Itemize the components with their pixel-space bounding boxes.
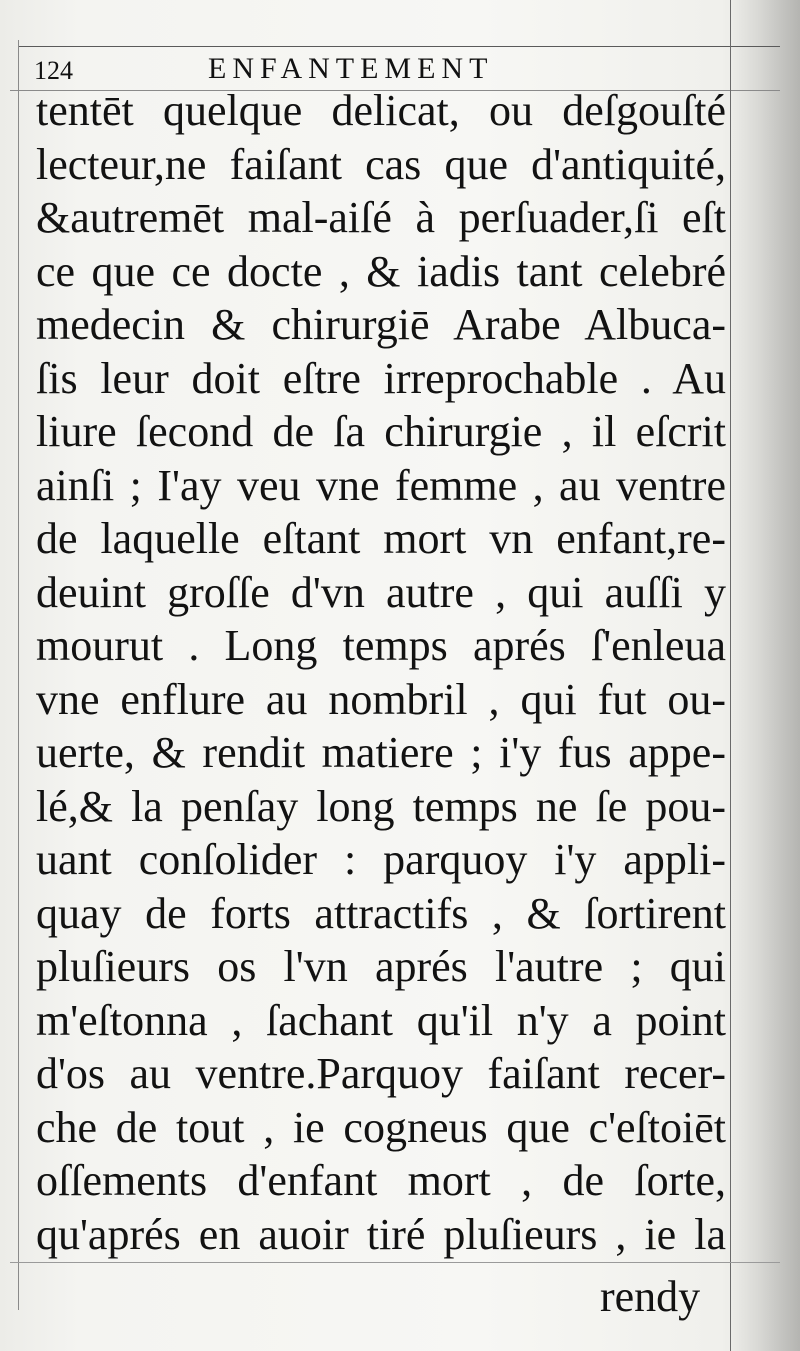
text-line: m'eſtonna , ſachant qu'il n'y a point (36, 995, 726, 1045)
text-line: d'os au ventre.Parquoy faiſant recer- (36, 1049, 726, 1098)
page-number: 124 (34, 56, 73, 85)
text-line: de laquelle eſtant mort vn enfant,re- (36, 514, 726, 563)
text-line: lé,& la penſay long temps ne ſe pou- (36, 781, 726, 831)
text-line: vne enflure au nombril , qui fut ou- (36, 674, 726, 724)
text-line: quay de forts attractifs , & ſortirent (36, 888, 726, 938)
text-line: mourut . Long temps aprés ſ'enleua (36, 621, 726, 670)
text-line: medecin & chirurgiē Arabe Albuca- (36, 300, 726, 349)
text-line: uerte, & rendit matiere ; i'y fus appe- (36, 728, 726, 777)
text-line: lecteur,ne faiſant cas que d'antiquité, (36, 139, 726, 189)
text-line: uant conſolider : parquoy i'y appli- (36, 835, 726, 884)
text-line: deuint groſſe d'vn autre , qui auſſi y (36, 567, 726, 617)
text-line: ainſi ; I'ay veu vne femme , au ventre (36, 460, 726, 510)
text-line: oſſements d'enfant mort , de ſorte, (36, 1156, 726, 1205)
text-line: ſis leur doit eſtre irreprochable . Au (36, 353, 726, 403)
text-line: liure ſecond de ſa chirurgie , il eſcrit (36, 407, 726, 456)
text-line: tentēt quelque delicat, ou deſgouſté (36, 86, 726, 135)
text-line: ce que ce docte , & iadis tant celebré (36, 246, 726, 296)
text-line: &autremēt mal-aiſé à perſuader,ſi eſt (36, 193, 726, 242)
running-title: ENFANTEMENT (208, 52, 494, 85)
text-line: che de tout , ie cogneus que c'eſtoiēt (36, 1102, 726, 1152)
text-line: pluſieurs os l'vn aprés l'autre ; qui (36, 942, 726, 991)
right-margin-rule (730, 0, 731, 1351)
catchword: rendy (600, 1272, 701, 1321)
page-edge-shadow (730, 0, 800, 1351)
left-margin-rule (18, 40, 19, 1310)
bottom-rule (10, 1262, 780, 1263)
body-text (36, 84, 726, 1261)
text-line: qu'aprés en auoir tiré pluſieurs , ie la (36, 1209, 726, 1259)
top-rule (18, 46, 780, 47)
